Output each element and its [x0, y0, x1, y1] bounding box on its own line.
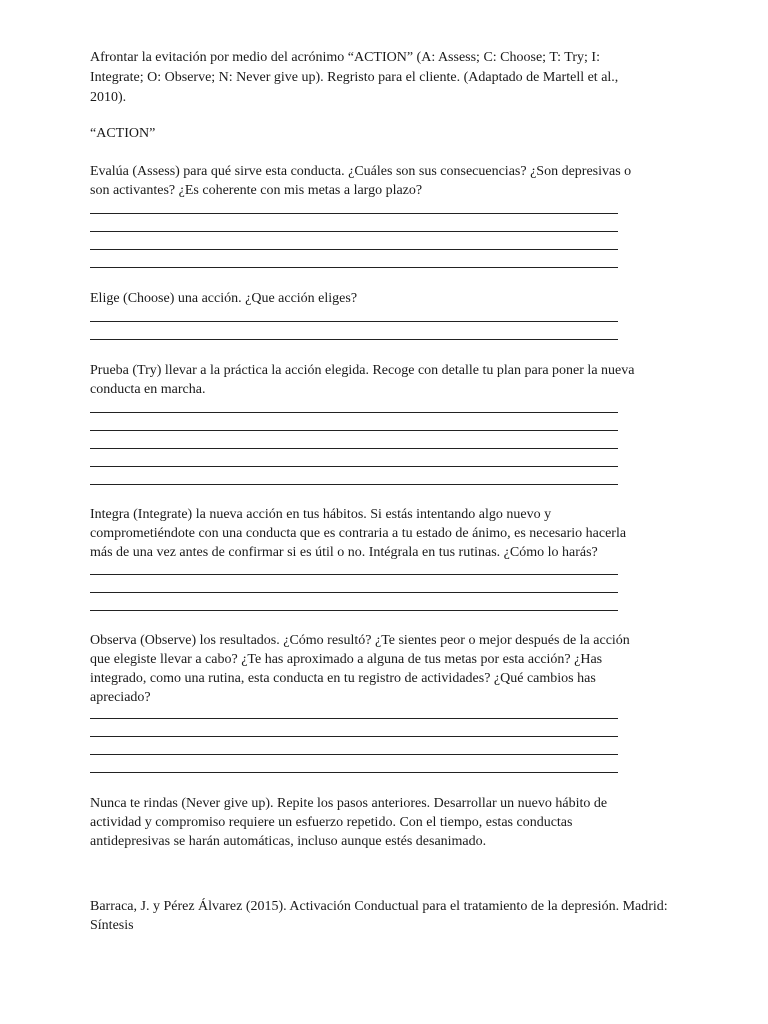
- answer-line[interactable]: [90, 736, 618, 737]
- section-text: comprometiéndote con una conducta que es contraria a tu estado de ánimo, es necesario hacerla: [90, 526, 627, 541]
- intro-line: 2010).: [90, 90, 127, 105]
- section-text: Observa (Observe) los resultados. ¿Cómo resultó? ¿Te sientes peor o mejor después de la acción: [90, 633, 630, 648]
- section-text: Evalúa (Assess) para qué sirve esta conducta. ¿Cuáles son sus consecuencias? ¿Son depresivas o: [90, 164, 632, 179]
- intro-line: Integrate; O: Observe; N: Never give up). Regristo para el cliente. (Adaptado de Martell et al.,: [90, 70, 619, 85]
- section-text: más de una vez antes de confirmar si es útil o no. Intégrala en tus rutinas. ¿Cómo lo harás?: [90, 545, 598, 560]
- answer-line[interactable]: [90, 412, 618, 413]
- answer-line[interactable]: [90, 754, 618, 755]
- answer-line[interactable]: [90, 772, 618, 773]
- document-title: “ACTION”: [90, 126, 156, 141]
- section-text: Integra (Integrate) la nueva acción en tus hábitos. Si estás intentando algo nuevo y: [90, 507, 552, 522]
- answer-line[interactable]: [90, 267, 618, 268]
- section-text: Elige (Choose) una acción. ¿Que acción eliges?: [90, 291, 358, 306]
- answer-line[interactable]: [90, 231, 618, 232]
- answer-line[interactable]: [90, 249, 618, 250]
- section-text: actividad y compromiso requiere un esfuerzo repetido. Con el tiempo, estas conductas: [90, 815, 573, 830]
- answer-line[interactable]: [90, 321, 618, 322]
- answer-line[interactable]: [90, 466, 618, 467]
- section-text: integrado, como una rutina, esta conducta en tu registro de actividades? ¿Qué cambios has: [90, 671, 596, 686]
- section-text: conducta en marcha.: [90, 382, 206, 397]
- section-text: son activantes? ¿Es coherente con mis metas a largo plazo?: [90, 183, 423, 198]
- intro-line: Afrontar la evitación por medio del acrónimo “ACTION” (A: Assess; C: Choose; T: Try; I:: [90, 50, 600, 65]
- answer-line[interactable]: [90, 592, 618, 593]
- answer-line[interactable]: [90, 574, 618, 575]
- reference-text: Síntesis: [90, 918, 134, 933]
- answer-line[interactable]: [90, 448, 618, 449]
- section-text: Nunca te rindas (Never give up). Repite los pasos anteriores. Desarrollar un nuevo hábito de: [90, 796, 608, 811]
- answer-line[interactable]: [90, 484, 618, 485]
- answer-line[interactable]: [90, 610, 618, 611]
- section-text: que elegiste llevar a cabo? ¿Te has aproximado a alguna de tus metas por esta acción? ¿Has: [90, 652, 603, 667]
- section-text: antidepresivas se harán automáticas, incluso aunque estés desanimado.: [90, 834, 487, 849]
- reference-text: Barraca, J. y Pérez Álvarez (2015). Activación Conductual para el tratamiento de la depresión. Madrid:: [90, 899, 668, 914]
- answer-line[interactable]: [90, 430, 618, 431]
- answer-line[interactable]: [90, 213, 618, 214]
- section-text: apreciado?: [90, 690, 151, 705]
- answer-line[interactable]: [90, 339, 618, 340]
- section-text: Prueba (Try) llevar a la práctica la acción elegida. Recoge con detalle tu plan para poner la nueva: [90, 363, 635, 378]
- answer-line[interactable]: [90, 718, 618, 719]
